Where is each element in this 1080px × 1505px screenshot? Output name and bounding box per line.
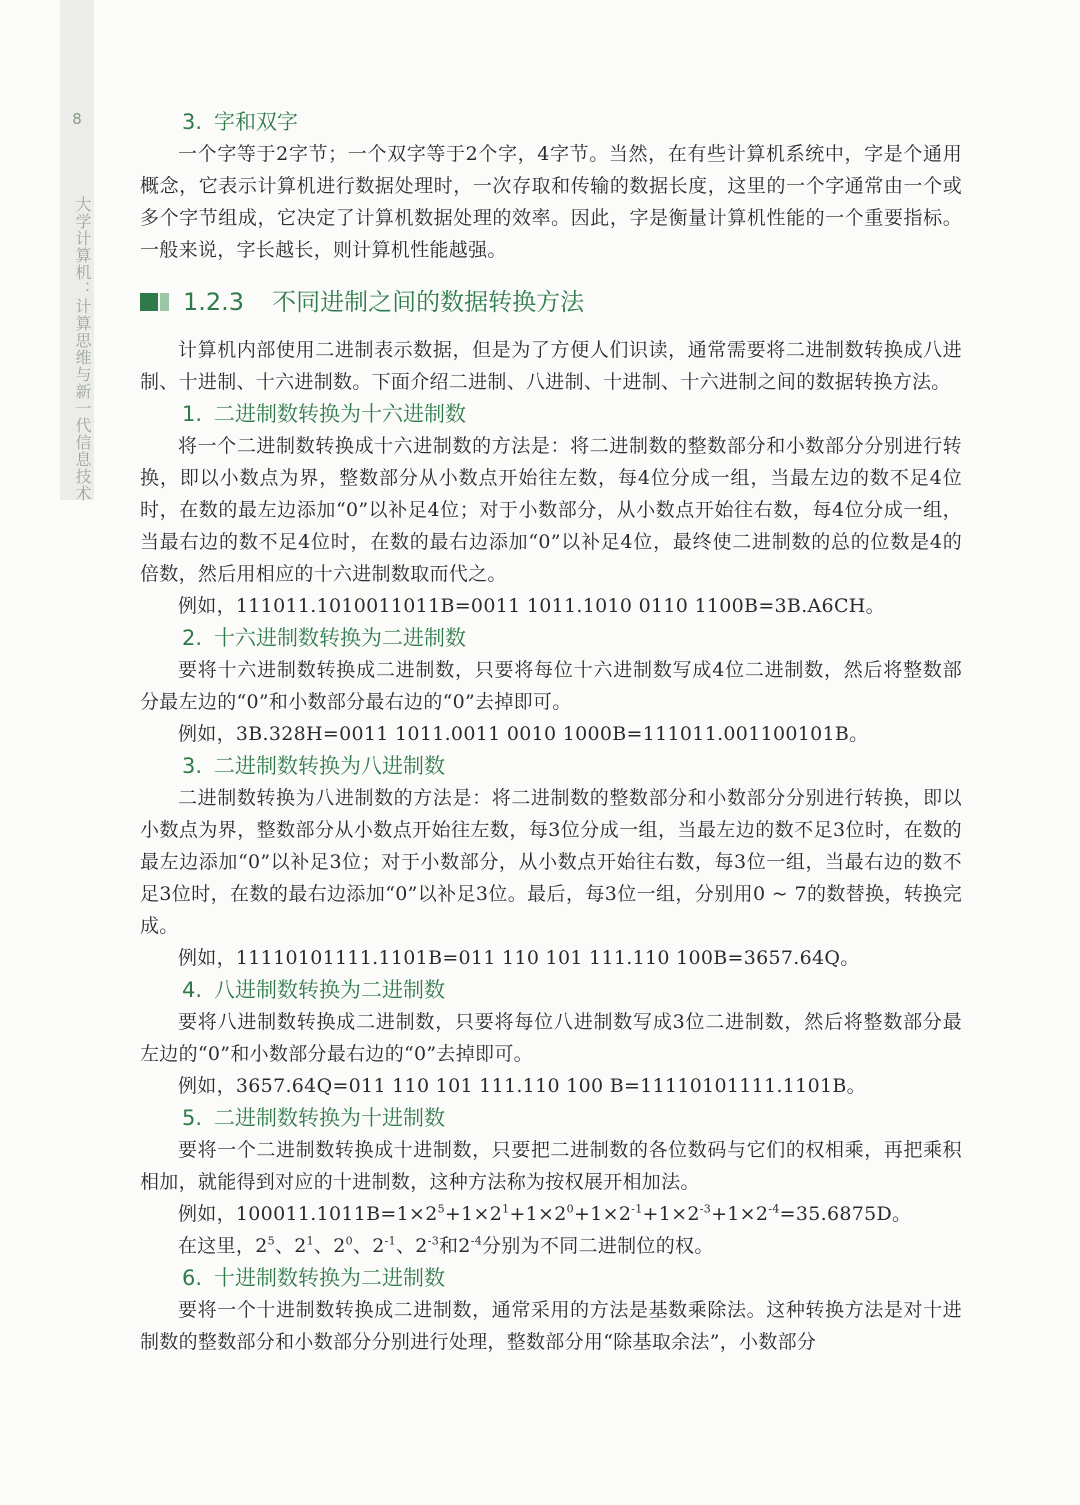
subsection-heading: [140, 1102, 962, 1134]
subsection-heading: [140, 622, 962, 654]
subsection-heading: [140, 398, 962, 430]
paragraph: 将一个二进制数转换成十六进制数的方法是：将二进制数的整数部分和小数部分分别进行转换，即以小数点为界，整数部分从小数点开始往左数，每4位分成一组，当最左边的数不足4位时，在数的最左边添加“0”以补足4位；对于小数部分，从小数点开始往右数，每4位分成一组，当最右边的数不足4位时，在数的最右边添加“0”以补足4位，最终使二进制数的总的位数是4的倍数，然后用相应的十六进制数取而代之。: [140, 435, 962, 585]
paragraph: 要将八进制数转换成二进制数，只要将每位八进制数写成3位二进制数，然后将整数部分最左边的“0”和小数部分最右边的“0”去掉即可。: [140, 1011, 962, 1065]
section-heading: [140, 284, 962, 320]
subsection-title: 十进制数转换为二进制数: [214, 1266, 446, 1290]
paragraph: 要将一个二进制数转换成十进制数，只要把二进制数的各位数码与它们的权相乘，再把乘积相加，就能得到对应的十进制数，这种方法称为按权展开相加法。: [140, 1139, 962, 1193]
subsection-number: 2.: [182, 626, 203, 650]
subsection-title: 字和双字: [214, 110, 299, 134]
subsection-title: 二进制数转换为十六进制数: [214, 402, 467, 426]
subsection-title: 十六进制数转换为二进制数: [214, 626, 467, 650]
subsection-number: 5.: [182, 1106, 203, 1130]
paragraph: 二进制数转换为八进制数的方法是：将二进制数的整数部分和小数部分分别进行转换，即以小数点为界，整数部分从小数点开始往左数，每3位分成一组，当最左边的数不足3位时，在数的最左边添加“0”以补足3位；对于小数部分，从小数点开始往右数，每3位一组，当最右边的数不足3位时，在数的最右边添加“0”以补足3位。最后，每3位一组，分别用0 ~ 7的数替换，转换完成。: [140, 787, 962, 937]
section-marker-icon: [140, 293, 169, 311]
page-body: [140, 106, 962, 1358]
subsection-number: 1.: [182, 402, 203, 426]
subsection-number: 6.: [182, 1266, 203, 1290]
subsection-number: 4.: [182, 978, 203, 1002]
paragraph: 例如，3657.64Q=011 110 101 111.110 100 B=11110101111.1101B。: [178, 1075, 866, 1097]
paragraph: 要将一个十进制数转换成二进制数，通常采用的方法是基数乘除法。这种转换方法是对十进制数的整数部分和小数部分分别进行处理，整数部分用“除基取余法”，小数部分: [140, 1299, 962, 1353]
subsection-number: 3.: [182, 110, 203, 134]
section-title: 不同进制之间的数据转换方法: [272, 288, 585, 316]
subsection-heading: [140, 106, 962, 138]
subsection-title: 二进制数转换为八进制数: [214, 754, 446, 778]
paragraph: 例如，11110101111.1101B=011 110 101 111.110 100B=3657.64Q。: [178, 947, 860, 969]
paragraph: 例如，3B.328H=0011 1011.0011 0010 1000B=111011.001100101B。: [178, 723, 869, 745]
subsection-heading: [140, 1262, 962, 1294]
example-formula: 例如，$100011.1011B=1\times 2^5+1\times 2^1+1\times 2^0+1\times 2^{-1}+1\times 2^{-3}+1\times 2^{-4}=35.6875D$。: [178, 1202, 912, 1225]
subsection-heading: [140, 974, 962, 1006]
page-number: 8: [72, 110, 82, 128]
subsection-heading: [140, 750, 962, 782]
subsection-title: 二进制数转换为十进制数: [214, 1106, 446, 1130]
running-book-title: 大学计算机：计算思维与新一代信息技术: [73, 196, 92, 502]
paragraph: 计算机内部使用二进制表示数据，但是为了方便人们识读，通常需要将二进制数转换成八进制、十进制、十六进制数。下面介绍二进制、八进制、十进制、十六进制之间的数据转换方法。: [140, 339, 962, 393]
note-paragraph: 在这里，$2^5$、$2^1$、$2^0$、$2^{-1}$、$2^{-3}$和$2^{-4}$分别为不同二进制位的权。: [178, 1234, 714, 1257]
paragraph: 例如，111011.1010011011B=0011 1011.1010 0110 1100B=3B.A6CH。: [178, 595, 885, 617]
section-number: 1.2.3: [183, 288, 245, 316]
subsection-title: 八进制数转换为二进制数: [214, 978, 446, 1002]
paragraph: 要将十六进制数转换成二进制数，只要将每位十六进制数写成4位二进制数，然后将整数部分最左边的“0”和小数部分最右边的“0”去掉即可。: [140, 659, 962, 713]
paragraph: 一个字等于2字节；一个双字等于2个字，4字节。当然，在有些计算机系统中，字是个通用概念，它表示计算机进行数据处理时，一次存取和传输的数据长度，这里的一个字通常由一个或多个字节组成，它决定了计算机数据处理的效率。因此，字是衡量计算机性能的一个重要指标。一般来说，字长越长，则计算机性能越强。: [140, 143, 962, 261]
subsection-number: 3.: [182, 754, 203, 778]
